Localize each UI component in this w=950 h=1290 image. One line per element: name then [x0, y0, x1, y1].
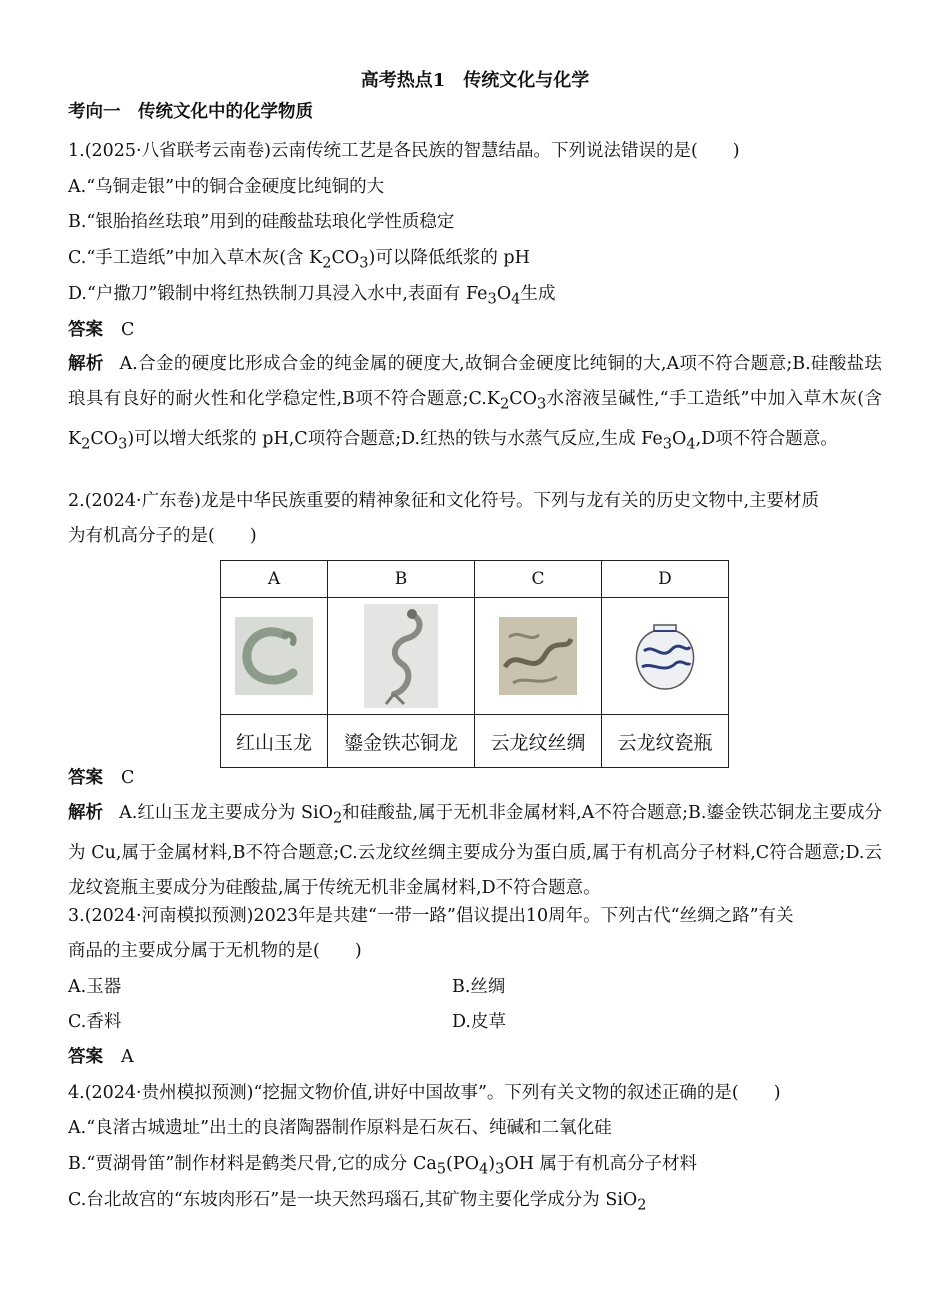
sub: 2	[322, 254, 332, 272]
relic-name-d: 云龙纹瓷瓶	[602, 715, 729, 768]
sub: 2	[332, 809, 343, 827]
porcelain-vase-image	[626, 617, 704, 695]
answer-label: 答案	[68, 320, 103, 340]
answer-label: 答案	[68, 768, 103, 788]
close-paren: )	[127, 428, 135, 449]
sub: 5	[436, 1160, 447, 1178]
col-header-a: A	[221, 561, 328, 598]
analysis-text: ,D项不符合题意。	[695, 428, 838, 449]
q1-c-text-1: C.“手工造纸”中加入草木灰(含 K	[68, 248, 323, 268]
col-header-b: B	[328, 561, 475, 598]
sub: 2	[499, 395, 510, 413]
question-4-stem: 4.(2024·贵州模拟预测)“挖掘文物价值,讲好中国故事”。下列有关文物的叙述正确的是( )	[68, 1083, 781, 1103]
sub: 3	[495, 1160, 505, 1178]
co: CO	[331, 248, 360, 268]
q1-d-text-2: 生成	[520, 284, 556, 304]
answer-value: C	[121, 768, 135, 788]
page-title: 高考热点1 传统文化与化学	[360, 70, 590, 91]
question-3-stem-2: 商品的主要成分属于无机物的是( )	[68, 941, 362, 961]
relic-name-a: 红山玉龙	[221, 715, 328, 768]
q3-option-a: A.玉器	[68, 977, 122, 997]
analysis-text: 可以增大纸浆的 pH,C项符合题意;D.红热的铁与水蒸气反应,生成 Fe	[134, 428, 663, 449]
q4-option-a: A.“良渚古城遗址”出土的良渚陶器制作原料是石灰石、纯碱和二氧化硅	[68, 1118, 612, 1138]
q1-option-b: B.“银胎掐丝珐琅”用到的硅酸盐珐琅化学性质稳定	[68, 212, 455, 232]
relic-name-b: 鎏金铁芯铜龙	[328, 715, 475, 768]
q1-option-a: A.“乌铜走银”中的铜合金硬度比纯铜的大	[68, 177, 385, 197]
col-header-d: D	[602, 561, 729, 598]
q3-option-d: D.皮草	[452, 1012, 506, 1032]
sub: 2	[637, 1196, 647, 1214]
jade-dragon-image	[235, 617, 313, 695]
relic-image-cell-d	[602, 598, 729, 715]
relic-table	[220, 560, 729, 768]
answer-value: A	[121, 1047, 134, 1067]
analysis-label: 解析	[68, 354, 104, 374]
answer-label: 答案	[68, 1047, 103, 1067]
q1-option-d	[68, 282, 555, 312]
q4-c-text: C.台北故宫的“东坡肉形石”是一块天然玛瑙石,其矿物主要化学成分为 SiO	[68, 1190, 638, 1210]
q1-answer	[68, 318, 134, 342]
question-1-stem: 1.(2025·八省联考云南卷)云南传统工艺是各民族的智慧结晶。下列说法错误的是( )	[68, 141, 740, 161]
q3-option-b: B.丝绸	[452, 977, 506, 997]
co: CO	[509, 389, 537, 409]
analysis-label: 解析	[68, 803, 104, 823]
silk-dragon-image	[499, 617, 577, 695]
q4-option-b	[68, 1152, 697, 1182]
po4: (PO	[446, 1154, 479, 1174]
sub: 3	[487, 290, 497, 308]
q2-answer	[68, 766, 134, 790]
o: O	[672, 428, 687, 449]
question-3-stem-1: 3.(2024·河南模拟预测)2023年是共建“一带一路”倡议提出10周年。下列古代“丝绸之路”有关	[68, 906, 794, 926]
question-2-stem-2: 为有机高分子的是( )	[68, 526, 257, 546]
sub: 2	[81, 435, 91, 452]
sub: 3	[662, 435, 673, 452]
bronze-dragon-image	[364, 604, 438, 708]
relic-image-cell-c	[475, 598, 602, 715]
relic-name-c: 云龙纹丝绸	[475, 715, 602, 768]
q4-b-text-2: OH 属于有机高分子材料	[504, 1154, 698, 1174]
sub: 3	[118, 435, 128, 452]
analysis-text: A.红山玉龙主要成分为 SiO	[119, 803, 333, 823]
close-paren: )	[488, 1154, 496, 1174]
sub: 4	[686, 435, 696, 452]
q1-d-text-1: D.“户撒刀”锻制中将红热铁制刀具浸入水中,表面有 Fe	[68, 284, 488, 304]
q1-option-c	[68, 246, 530, 276]
q1-analysis	[68, 347, 882, 461]
section-heading: 考向一 传统文化中的化学物质	[68, 102, 313, 122]
analysis-text: A.合金的硬度比形成合金的纯金属的硬度大,故铜合金硬度比纯铜的大,A项不符合题意;B.硅酸盐珐琅具有良好的耐火性和化学稳定性,B项不符合题意;C.K	[68, 354, 883, 409]
q4-option-c	[68, 1188, 647, 1218]
relic-image-cell-a	[221, 598, 328, 715]
relic-image-cell-b	[328, 598, 475, 715]
question-2-stem-1: 2.(2024·广东卷)龙是中华民族重要的精神象征和文化符号。下列与龙有关的历史文物中,主要材质	[68, 491, 820, 511]
close-paren: )	[368, 248, 376, 268]
col-header-c: C	[475, 561, 602, 598]
sub: 4	[479, 1160, 489, 1178]
co: CO	[90, 428, 119, 449]
q3-option-c: C.香料	[68, 1012, 122, 1032]
o: O	[496, 284, 512, 304]
answer-value: C	[121, 320, 135, 340]
analysis-text: 和硅酸盐,属于无机非金属材料,A不符合题意;B.鎏金铁芯铜龙主要成分为 Cu,属于金属材料,B不符合题意;C.云龙纹丝绸主要成分为蛋白质,属于有机高分子材料,C符合题意;D.云龙纹瓷瓶主要成分为硅酸盐,属于传统无机非金属材料,D不符合题意。	[68, 803, 883, 898]
q1-c-text-2: 可以降低纸浆的 pH	[375, 248, 530, 268]
sub: 4	[511, 290, 521, 308]
analysis-text: 水溶液呈碱性,“手工造纸”中加入草木灰(含 K	[68, 389, 882, 449]
q2-analysis	[68, 796, 882, 906]
sub: 3	[536, 395, 547, 413]
q4-b-text-1: B.“贾湖骨笛”制作材料是鹤类尺骨,它的成分 Ca	[68, 1154, 437, 1174]
sub: 3	[359, 254, 369, 272]
q3-answer	[68, 1045, 134, 1069]
